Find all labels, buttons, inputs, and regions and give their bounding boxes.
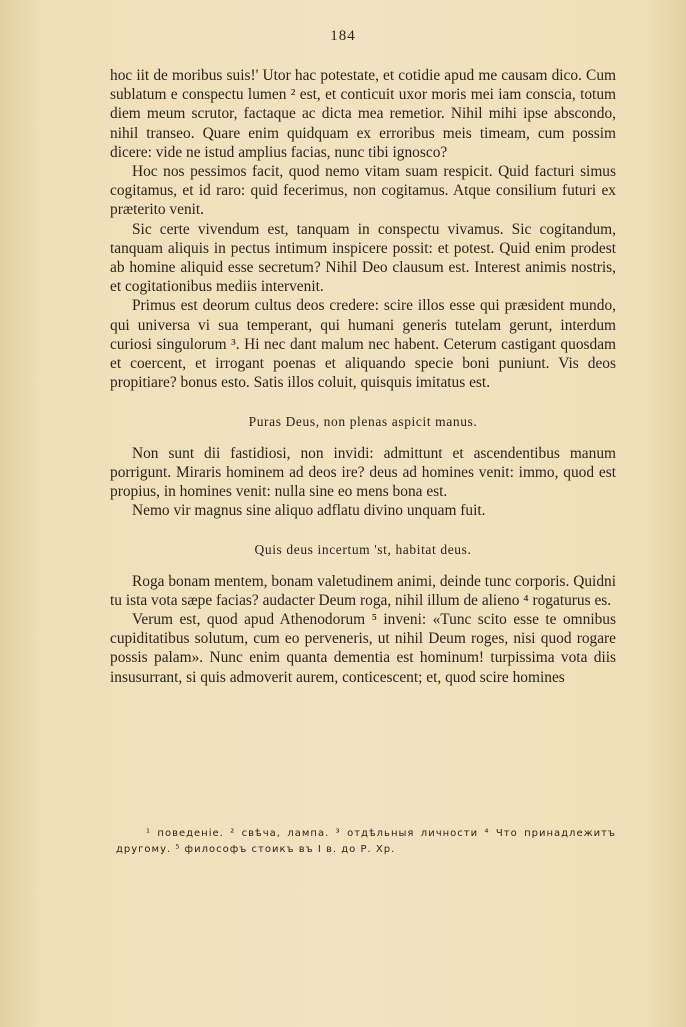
paragraph: Roga bonam mentem, bonam valetudinem animi, deinde tunc corporis. Quidni tu ista vota sæpe facias? audacter Deum roga, nihil illum de alieno ⁴ rogaturus es. <box>110 572 616 609</box>
paragraph: Sic certe vivendum est, tanquam in conspectu vivamus. Sic cogitandum, tanquam aliquis in pectus intimum inspicere possit: et potest. Quid enim prodest ab homine aliquid esse secretum? Nihil Deo clausum est. Interest animis nostris, et cogitationibus mediis intervenit. <box>110 220 616 296</box>
paragraph: Primus est deorum cultus deos credere: scire illos esse qui præsident mundo, qui universa vi sua temperant, qui humani generis tutelam gerunt, interdum curiosi singulorum ³. Hi nec dant malum nec habent. Ceterum castigant quosdam et coercent, et irrogant poenas et aliquando specie boni puniunt. Vis deos propitiare? bonus esto. Satis illos coluit, quisquis imitatus est. <box>110 297 616 392</box>
paragraph: Nemo vir magnus sine aliquo adflatu divino unquam fuit. <box>132 502 486 520</box>
paragraph: Non sunt dii fastidiosi, non invidi: admittunt et ascendentibus manum porrigunt. Miraris hominem ad deos ire? deus ad homines venit: immo, quod est propius, in homines venit: nulla sine eo mens bona est. <box>110 444 616 501</box>
paragraph: Verum est, quod apud Athenodorum ⁵ inveni: «Tunc scito esse te omnibus cupiditatibus solutum, cum eo perveneris, ut nihil Deum roges, nisi quod rogare possis palam». Nunc enim quanta dementia est hominum! turpissima vota diis insusurrant, si quis admoverit aurem, conticescent; et, quod scire homines <box>110 611 616 686</box>
page-text <box>110 66 616 687</box>
paragraph: hoc iit de moribus suis!' Utor hac potestate, et cotidie apud me causam dico. Cum sublatum e conspectu lumen ² est, et conticuit uxor moris mei iam conscia, totum diem meum scrutor, factaque ac dicta mea remetior. Nihil mihi ipse abscondo, nihil transeo. Quare enim quidquam ex erroribus meis timeam, cum possim dicere: vide ne istud amplius facias, nunc tibi ignosco? <box>110 67 616 161</box>
page-number: 184 <box>330 28 356 44</box>
motto: Quis deus incertum 'st, habitat deus. <box>254 542 472 558</box>
footnotes <box>116 826 616 858</box>
paragraph: Hoc nos pessimos facit, quod nemo vitam suam respicit. Quid facturi simus cogitamus, et id raro: quid fecerimus, non cogitamus. Atque consilium futuri ex præterito venit. <box>110 163 616 219</box>
footnote-text: ¹ поведеніе. ² свѣча, лампа. ³ отдѣльныя личности ⁴ Что принадлежитъ другому. ⁵ философъ стоикъ въ I в. до Р. Хр. <box>116 828 616 855</box>
motto: Puras Deus, non plenas aspicit manus. <box>248 414 478 430</box>
